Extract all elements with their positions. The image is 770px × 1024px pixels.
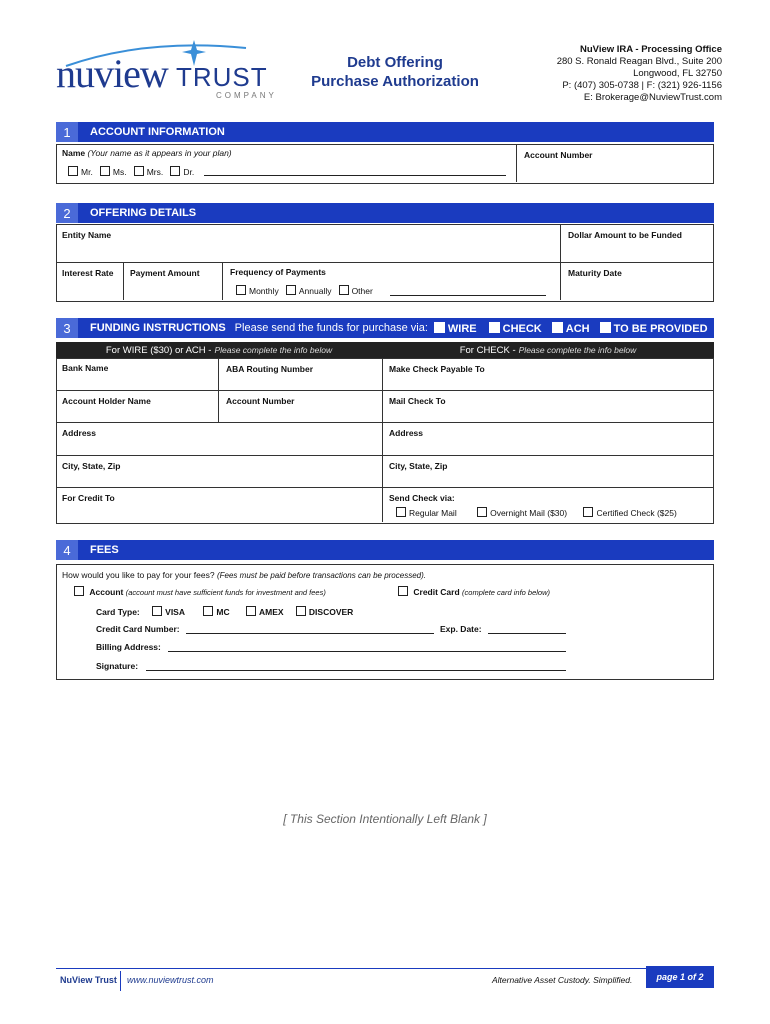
footer-page-number: page 1 of 2 <box>646 966 714 988</box>
checkbox-overnight-mail[interactable]: Overnight Mail ($30) <box>477 508 567 518</box>
dollar-amount-label: Dollar Amount to be Funded <box>568 230 682 240</box>
check-header: For CHECK - Please complete the info below <box>382 342 714 358</box>
address-left-label: Address <box>62 428 97 438</box>
checkbox-annually[interactable]: Annually <box>286 286 332 296</box>
checkbox-mc[interactable]: MC <box>203 607 229 617</box>
billing-line[interactable] <box>168 651 566 652</box>
title-line1: Debt Offering <box>347 54 443 71</box>
section-2-number: 2 <box>56 203 78 223</box>
payment-amount-label: Payment Amount <box>130 268 200 278</box>
other-frequency-line[interactable] <box>390 295 546 296</box>
section-3-bar <box>56 318 714 338</box>
logo-trust: TRUST <box>176 62 268 92</box>
csz-right-label: City, State, Zip <box>389 461 448 471</box>
payable-to-label: Make Check Payable To <box>389 364 485 374</box>
checkbox-other[interactable]: Other <box>339 286 373 296</box>
method-check[interactable]: CHECK <box>489 322 542 335</box>
title-line2: Purchase Authorization <box>311 73 479 90</box>
logo <box>56 38 276 102</box>
entity-name-label: Entity Name <box>62 230 112 240</box>
checkbox-dr[interactable]: Dr. <box>170 167 194 177</box>
section-4-number: 4 <box>56 540 78 560</box>
address-right-label: Address <box>389 428 424 438</box>
bank-name-label: Bank Name <box>62 363 109 373</box>
method-ach[interactable]: ACH <box>552 322 590 335</box>
blank-section-note: [ This Section Intentionally Left Blank ] <box>283 812 487 826</box>
wire-header: For WIRE ($30) or ACH - Please complete the info below <box>56 342 382 358</box>
office-email: E: Brokerage@NuviewTrust.com <box>583 92 722 103</box>
cc-number-label: Credit Card Number: <box>96 624 180 634</box>
option-credit-card[interactable]: Credit Card (complete card info below) <box>398 586 550 597</box>
checkbox-regular-mail[interactable]: Regular Mail <box>396 508 457 518</box>
office-address1: 280 S. Ronald Reagan Blvd., Suite 200 <box>556 56 722 67</box>
send-via-label: Send Check via: <box>389 493 455 503</box>
office-phone: P: (407) 305-0738 | F: (321) 926-1156 <box>562 80 722 91</box>
office-name: NuView IRA - Processing Office <box>579 44 722 55</box>
maturity-date-label: Maturity Date <box>568 268 622 278</box>
funding-box <box>56 358 714 524</box>
footer-brand: NuView Trust <box>60 975 117 985</box>
footer-tagline: Alternative Asset Custody. Simplified. <box>492 975 633 985</box>
logo-word: nuview <box>56 51 168 96</box>
send-options <box>396 507 677 518</box>
logo-company: COMPANY <box>216 91 277 100</box>
checkbox-ms[interactable]: Ms. <box>100 167 127 177</box>
checkbox-visa[interactable]: VISA <box>152 607 185 617</box>
method-to-be-provided[interactable]: TO BE PROVIDED <box>600 322 708 335</box>
method-wire[interactable]: WIRE <box>434 322 477 335</box>
section-4-title: FEES <box>90 544 119 556</box>
section-3-title: FUNDING INSTRUCTIONS <box>90 322 226 334</box>
account-number-label-2: Account Number <box>226 396 295 406</box>
credit-to-label: For Credit To <box>62 493 115 503</box>
section-2-title: OFFERING DETAILS <box>90 207 197 219</box>
frequency-label: Frequency of Payments <box>230 267 326 277</box>
card-type-row: Card Type: VISA MC AMEX DISCOVER <box>96 607 354 617</box>
mail-to-label: Mail Check To <box>389 396 446 406</box>
cc-number-line[interactable] <box>186 633 434 634</box>
name-input-line[interactable] <box>204 175 506 176</box>
checkbox-mrs[interactable]: Mrs. <box>134 167 164 177</box>
name-label: Name (Your name as it appears in your plan) <box>62 148 232 158</box>
section-3-instruction: Please send the funds for purchase via: <box>234 322 428 334</box>
exp-date-line[interactable] <box>488 633 566 634</box>
csz-left-label: City, State, Zip <box>62 461 121 471</box>
holder-name-label: Account Holder Name <box>62 396 151 406</box>
office-address2: Longwood, FL 32750 <box>633 68 722 79</box>
billing-label: Billing Address: <box>96 642 161 652</box>
section-1-bar <box>56 122 714 142</box>
office-info <box>482 44 722 104</box>
document-title <box>300 54 490 90</box>
aba-routing-label: ABA Routing Number <box>226 364 314 374</box>
interest-rate-label: Interest Rate <box>62 268 114 278</box>
exp-date-label: Exp. Date: <box>440 624 482 634</box>
checkbox-discover[interactable]: DISCOVER <box>296 607 353 617</box>
signature-label: Signature: <box>96 661 139 671</box>
fees-question: How would you like to pay for your fees? (Fees must be paid before transactions can be processed). <box>62 570 426 580</box>
title-checkboxes <box>68 166 194 177</box>
account-number-label: Account Number <box>524 150 593 160</box>
frequency-options <box>236 285 373 296</box>
section-1-title: ACCOUNT INFORMATION <box>90 126 225 138</box>
checkbox-mr[interactable]: Mr. <box>68 167 93 177</box>
footer-url[interactable]: www.nuviewtrust.com <box>127 975 214 985</box>
section-1-number: 1 <box>56 122 78 142</box>
checkbox-monthly[interactable]: Monthly <box>236 286 279 296</box>
checkbox-amex[interactable]: AMEX <box>246 607 284 617</box>
signature-line[interactable] <box>146 670 566 671</box>
section-3-number: 3 <box>56 318 78 338</box>
section-2-bar <box>56 203 714 223</box>
checkbox-certified-check[interactable]: Certified Check ($25) <box>583 508 676 518</box>
fees-box <box>56 564 714 680</box>
section-4-bar <box>56 540 714 560</box>
option-account[interactable]: Account (account must have sufficient funds for investment and fees) <box>74 586 326 597</box>
footer-rule <box>56 968 714 969</box>
